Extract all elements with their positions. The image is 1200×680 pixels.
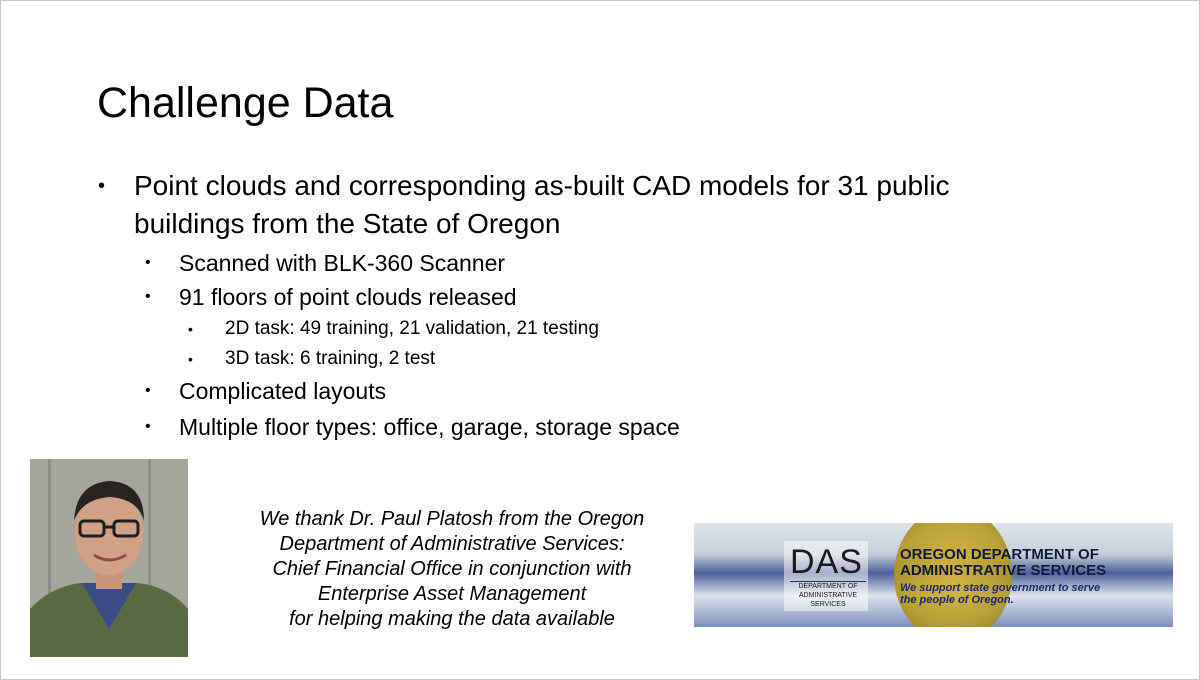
acknowledgement-line: Enterprise Asset Management [317,583,587,605]
organization-name-line: ADMINISTRATIVE SERVICES [900,562,1107,579]
bullet-text: Point clouds and corresponding as-built CAD models for 31 public [134,170,950,201]
acknowledgement-text [207,507,697,632]
das-subtitle-line: ADMINISTRATIVE [798,592,858,599]
organization-tagline [900,582,1100,606]
bullet-text: 3D task: 6 training, 2 test [225,348,436,369]
das-logo: DAS [790,543,863,581]
acknowledgement-line: Chief Financial Office in conjunction with [272,558,632,580]
bullet-dot: • [98,175,106,197]
organization-name-line: OREGON DEPARTMENT OF [900,546,1099,563]
oregon-das-banner [694,523,1173,627]
bullet-dot: • [145,254,151,271]
portrait-illustration [30,459,188,657]
bullet-dot: • [188,351,193,367]
bullet-text: 2D task: 49 training, 21 validation, 21 testing [225,318,599,339]
bullet-dot: • [145,382,151,399]
bullet-floors [145,281,517,313]
bullet-text: buildings from the State of Oregon [134,208,561,239]
bullet-dot: • [145,288,151,305]
bullet-text: Complicated layouts [179,378,387,404]
bullet-text: Multiple floor types: office, garage, storage space [179,414,680,440]
tagline-line: We support state government to serve [900,582,1101,594]
acknowledgement-line: Department of Administrative Services: [279,533,625,555]
das-logo-subtitle [790,581,866,609]
das-subtitle-line: DEPARTMENT OF [798,583,858,590]
slide-title: Challenge Data [97,79,394,127]
tagline-line: the people of Oregon. [900,594,1014,606]
acknowledgement-line: for helping making the data available [289,608,615,630]
bullet-point-clouds-continued [134,205,560,243]
bullet-text: Scanned with BLK-360 Scanner [179,250,506,276]
organization-name [900,547,1106,579]
das-subtitle-line: SERVICES [810,601,846,608]
bullet-point-clouds [98,167,950,205]
bullet-3d-task [188,345,436,373]
bullet-layouts [145,375,387,407]
acknowledgement-line: We thank Dr. Paul Platosh from the Oregon [259,508,645,530]
bullet-dot: • [145,418,151,435]
bullet-dot: • [188,321,193,337]
portrait-photo [30,459,188,657]
bullet-floor-types [145,411,680,443]
bullet-text: 91 floors of point clouds released [179,284,517,310]
bullet-scanned [145,247,506,279]
bullet-2d-task [188,315,599,343]
